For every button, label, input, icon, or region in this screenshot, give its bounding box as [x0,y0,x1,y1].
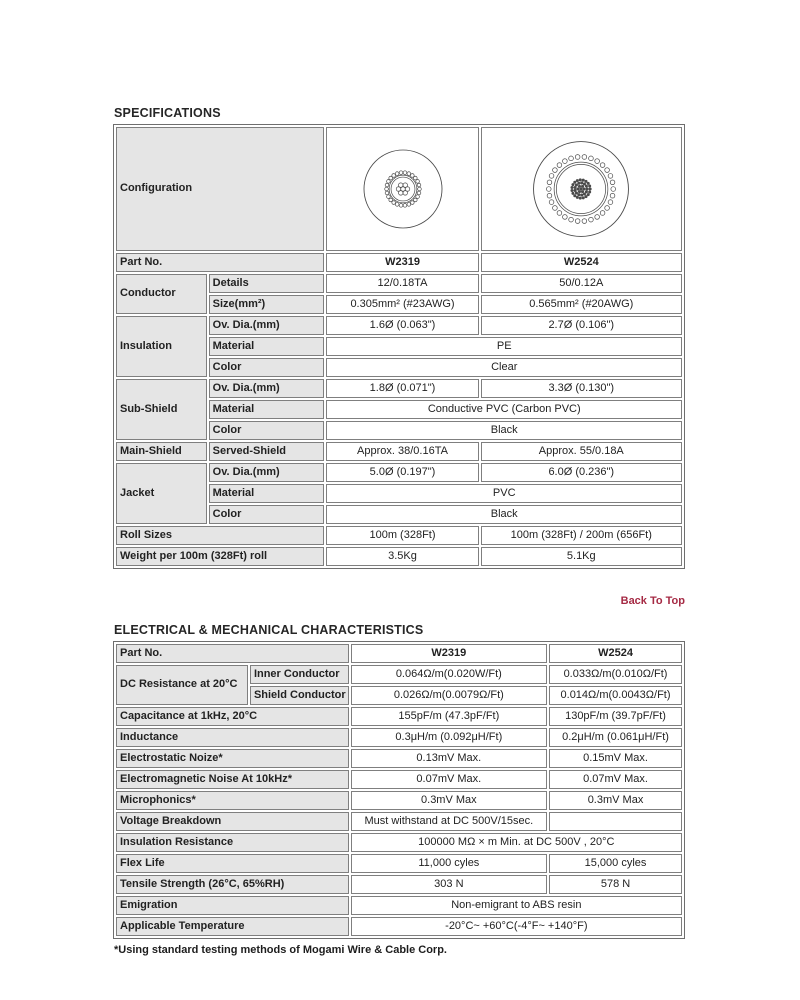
value-cell: 5.0Ø (0.197") [326,463,478,482]
table-row [116,791,682,810]
table-row [116,463,682,482]
table-row [116,875,682,894]
value-cell: 130pF/m (39.7pF/Ft) [549,707,682,726]
value-cell: 0.2μH/m (0.061μH/Ft) [549,728,682,747]
back-to-top-link[interactable]: Back To Top [620,595,685,607]
part-no-label: Part No. [116,644,349,663]
table-row [116,728,682,747]
spec-sheet-page [113,0,685,956]
specifications-table [113,124,685,569]
table-row [116,274,682,293]
value-cell: Conductive PVC (Carbon PVC) [326,400,682,419]
value-cell: 0.033Ω/m(0.010Ω/Ft) [549,665,682,684]
electrical-mechanical-heading: ELECTRICAL & MECHANICAL CHARACTERISTICS [114,623,424,637]
value-cell: Approx. 38/0.16TA [326,442,478,461]
row-label: Electromagnetic Noise At 10kHz* [116,770,349,789]
value-cell: 0.064Ω/m(0.020W/Ft) [351,665,547,684]
value-cell: 303 N [351,875,547,894]
value-cell: 1.8Ø (0.071") [326,379,478,398]
value-cell: 15,000 cyles [549,854,682,873]
table-row [116,547,682,566]
row-label: Color [209,505,325,524]
row-label: Details [209,274,325,293]
value-cell: 100000 MΩ × m Min. at DC 500V , 20°C [351,833,682,852]
column-header-w2319: W2319 [326,253,478,272]
column-header-w2524: W2524 [481,253,682,272]
value-cell: 0.15mV Max. [549,749,682,768]
table-row [116,644,682,663]
main-shield-group-label: Main-Shield [116,442,207,461]
row-label: Material [209,484,325,503]
value-cell: 0.07mV Max. [351,770,547,789]
row-label: Emigration [116,896,349,915]
value-cell: 0.07mV Max. [549,770,682,789]
value-cell: 0.3mV Max [549,791,682,810]
row-label: Flex Life [116,854,349,873]
row-label: Material [209,337,325,356]
electrical-characteristics-table [113,641,685,939]
row-label: Inductance [116,728,349,747]
part-no-label: Part No. [116,253,324,272]
value-cell: PVC [326,484,682,503]
row-label: Capacitance at 1kHz, 20°C [116,707,349,726]
weight-label: Weight per 100m (328Ft) roll [116,547,324,566]
configuration-label: Configuration [116,127,324,251]
table-row [116,442,682,461]
back-to-top-container [113,591,685,609]
table-row [116,526,682,545]
roll-sizes-label: Roll Sizes [116,526,324,545]
row-label: Insulation Resistance [116,833,349,852]
value-cell: 3.5Kg [326,547,478,566]
row-label: Ov. Dia.(mm) [209,463,325,482]
jacket-group-label: Jacket [116,463,207,524]
table-row [116,812,682,831]
value-cell: 100m (328Ft) / 200m (656Ft) [481,526,682,545]
table-row [116,316,682,335]
value-cell: Non-emigrant to ABS resin [351,896,682,915]
value-cell: 5.1Kg [481,547,682,566]
value-cell: 0.13mV Max. [351,749,547,768]
value-cell: 578 N [549,875,682,894]
table-row [116,379,682,398]
value-cell: 11,000 cyles [351,854,547,873]
value-cell: Black [326,505,682,524]
value-cell: Approx. 55/0.18A [481,442,682,461]
value-cell: 0.3μH/m (0.092μH/Ft) [351,728,547,747]
row-label: Tensile Strength (26°C, 65%RH) [116,875,349,894]
conductor-group-label: Conductor [116,274,207,314]
row-label: Color [209,358,325,377]
value-cell: 3.3Ø (0.130") [481,379,682,398]
column-header-w2524: W2524 [549,644,682,663]
value-cell: 0.305mm² (#23AWG) [326,295,478,314]
row-label: Inner Conductor [250,665,349,684]
dc-resistance-group-label: DC Resistance at 20°C [116,665,248,705]
table-row [116,253,682,272]
row-label: Ov. Dia.(mm) [209,379,325,398]
table-row [116,127,682,251]
table-row [116,854,682,873]
row-label: Voltage Breakdown [116,812,349,831]
value-cell: PE [326,337,682,356]
value-cell: Black [326,421,682,440]
value-cell: Must withstand at DC 500V/15sec. [351,812,547,831]
row-label: Color [209,421,325,440]
row-label: Electrostatic Noize* [116,749,349,768]
empty-cell [549,812,682,831]
table-row [116,917,682,936]
table-row [116,833,682,852]
row-label: Microphonics* [116,791,349,810]
sub-shield-group-label: Sub-Shield [116,379,207,440]
value-cell: 0.014Ω/m(0.0043Ω/Ft) [549,686,682,705]
value-cell: Clear [326,358,682,377]
specifications-heading: SPECIFICATIONS [114,106,221,120]
row-label: Shield Conductor [250,686,349,705]
table-row [116,707,682,726]
cable-cross-section-w2319 [326,127,478,251]
table-row [116,665,682,684]
insulation-group-label: Insulation [116,316,207,377]
table-row [116,896,682,915]
row-label: Material [209,400,325,419]
value-cell: 0.3mV Max [351,791,547,810]
value-cell: 6.0Ø (0.236") [481,463,682,482]
value-cell: 12/0.18TA [326,274,478,293]
row-label: Size(mm²) [209,295,325,314]
value-cell: 50/0.12A [481,274,682,293]
value-cell: 0.565mm² (#20AWG) [481,295,682,314]
value-cell: 1.6Ø (0.063") [326,316,478,335]
table-row [116,770,682,789]
row-label: Ov. Dia.(mm) [209,316,325,335]
value-cell: 100m (328Ft) [326,526,478,545]
cable-cross-section-w2524 [481,127,682,251]
value-cell: 155pF/m (47.3pF/Ft) [351,707,547,726]
table-row [116,749,682,768]
row-label: Served-Shield [209,442,325,461]
value-cell: 2.7Ø (0.106") [481,316,682,335]
column-header-w2319: W2319 [351,644,547,663]
value-cell: 0.026Ω/m(0.0079Ω/Ft) [351,686,547,705]
testing-methods-footnote: *Using standard testing methods of Mogami Wire & Cable Corp. [114,944,447,956]
value-cell: -20°C~ +60°C(-4°F~ +140°F) [351,917,682,936]
row-label: Applicable Temperature [116,917,349,936]
